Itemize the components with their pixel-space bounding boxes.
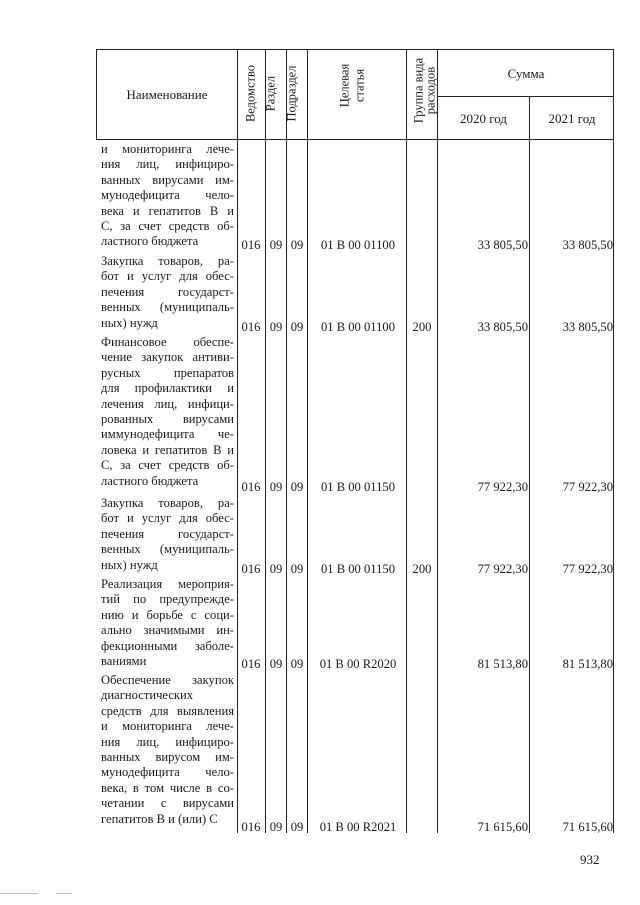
row-description (101, 577, 234, 669)
table-right-border (613, 49, 614, 833)
description-line: рованных вирусами (101, 412, 234, 427)
cell-razdel: 09 (269, 320, 283, 334)
description-line: гепатитов В и (или) С (101, 811, 218, 826)
page-number: 932 (580, 852, 600, 867)
row-description (101, 142, 234, 250)
description-line: бот и услуг для обес- (101, 511, 234, 526)
description-line: ния лиц, инфициро- (101, 734, 234, 749)
cell-vedomstvo: 016 (241, 320, 261, 334)
row-description (101, 335, 234, 489)
row-description (101, 496, 234, 573)
cell-podrazdel: 09 (290, 657, 304, 671)
cell-celevaya: 01 В 00 01150 (320, 480, 396, 494)
description-line: века, в том числе в со- (101, 780, 234, 795)
description-line: венных (муниципаль- (101, 542, 234, 557)
cell-sum-2020: 33 805,50 (477, 320, 528, 334)
description-line: ванных вирусом им- (101, 750, 234, 765)
description-line: Закупка товаров, ра- (101, 496, 234, 510)
header-vedomstvo: Ведомство (243, 64, 258, 123)
cell-celevaya: 01 В 00 01150 (320, 562, 396, 576)
col-border-name (237, 49, 238, 833)
description-line: тий по предупрежде- (101, 592, 234, 607)
cell-podrazdel: 09 (290, 320, 304, 334)
description-line: ластного бюджета (101, 473, 199, 488)
description-line: Обеспечение закупок (101, 673, 234, 687)
description-line: мунодефицита чело- (101, 765, 234, 780)
footer-mark (0, 893, 38, 894)
description-line: ния лиц, инфициро- (101, 157, 234, 172)
header-bottom-border (96, 139, 614, 140)
description-line: С, за счет средств об- (101, 458, 234, 473)
description-line: лечения лиц, инфици- (101, 396, 234, 411)
cell-vedomstvo: 016 (241, 657, 261, 671)
header-summa: Сумма (507, 66, 545, 81)
description-line: для профилактики и (101, 381, 234, 396)
description-line: мунодефицита чело- (101, 188, 234, 203)
description-line: ных) нужд (101, 315, 158, 330)
cell-podrazdel: 09 (290, 480, 304, 494)
col-border-razd (286, 49, 287, 833)
description-line: русных препаратов (101, 365, 234, 380)
description-line: ных) нужд (101, 557, 158, 572)
cell-razdel: 09 (269, 238, 283, 252)
cell-razdel: 09 (269, 820, 283, 834)
cell-sum-2020: 33 805,50 (477, 238, 528, 252)
description-line: фекционными заболе- (101, 638, 234, 653)
description-line: средств для выявления (101, 703, 234, 718)
col-border-ved (265, 49, 266, 833)
cell-gruppa: 200 (412, 562, 432, 576)
cell-sum-2021: 71 615,60 (562, 820, 613, 834)
description-line: бот и услуг для обес- (101, 269, 234, 284)
description-line: С, за счет средств об- (101, 219, 234, 234)
description-line: и мониторинга лече- (101, 719, 234, 734)
description-line: ванных вирусами им- (101, 172, 234, 187)
cell-podrazdel: 09 (290, 238, 304, 252)
cell-sum-2021: 77 922,30 (562, 480, 613, 494)
row-description (101, 673, 234, 827)
header-gruppa-line2: расходов (423, 66, 438, 115)
cell-podrazdel: 09 (290, 820, 304, 834)
header-name: Наименование (126, 87, 208, 102)
col-border-cel (406, 49, 407, 833)
cell-vedomstvo: 016 (241, 480, 261, 494)
header-celevaya-line1: Целевая (337, 63, 352, 108)
header-razdel: Раздел (263, 75, 278, 112)
description-line: диагностических (101, 688, 194, 703)
header-podrazdel: Подраздел (284, 65, 299, 122)
cell-sum-2021: 33 805,50 (562, 238, 613, 252)
description-line: венных (муниципаль- (101, 300, 234, 315)
description-line: чение закупок антиви- (101, 350, 234, 365)
footer-mark (56, 893, 72, 894)
summa-subheader-border (438, 96, 614, 97)
description-line: Закупка товаров, ра- (101, 254, 234, 268)
description-line: ально значимыми ин- (101, 623, 234, 638)
cell-sum-2020: 81 513,80 (477, 657, 528, 671)
col-border-podr (307, 49, 308, 833)
cell-podrazdel: 09 (290, 562, 304, 576)
cell-vedomstvo: 016 (241, 238, 261, 252)
col-border-2020 (529, 96, 530, 833)
cell-razdel: 09 (269, 480, 283, 494)
cell-sum-2021: 33 805,50 (562, 320, 613, 334)
cell-celevaya: 01 В 00 R2021 (319, 820, 397, 834)
cell-sum-2021: 77 922,30 (562, 562, 613, 576)
cell-vedomstvo: 016 (241, 820, 261, 834)
description-line: века и гепатитов В и (101, 203, 234, 218)
cell-razdel: 09 (269, 562, 283, 576)
description-line: Финансовое обеспе- (101, 335, 234, 349)
description-line: печения государст- (101, 284, 234, 299)
cell-vedomstvo: 016 (241, 562, 261, 576)
cell-sum-2020: 71 615,60 (477, 820, 528, 834)
header-celevaya-line2: статья (352, 68, 367, 103)
description-line: ваниями (101, 654, 147, 669)
description-line: ластного бюджета (101, 234, 199, 249)
header-year-2021: 2021 год (548, 111, 596, 126)
cell-sum-2020: 77 922,30 (477, 480, 528, 494)
cell-celevaya: 01 В 00 01100 (320, 238, 396, 252)
description-line: иммунодефицита че- (101, 427, 234, 442)
description-line: ловека и гепатитов В и (101, 442, 234, 457)
cell-sum-2020: 77 922,30 (477, 562, 528, 576)
description-line: печения государст- (101, 526, 234, 541)
header-year-2020: 2020 год (460, 111, 507, 126)
description-line: и мониторинга лече- (101, 142, 234, 156)
cell-sum-2021: 81 513,80 (562, 657, 613, 671)
description-line: нию и борьбе с соци- (101, 607, 234, 622)
description-line: Реализация мероприя- (101, 577, 234, 591)
description-line: четании с вирусами (101, 796, 234, 811)
header-gruppa-line1: Группа вида (411, 57, 426, 124)
cell-gruppa: 200 (412, 320, 432, 334)
cell-razdel: 09 (269, 657, 283, 671)
row-description (101, 254, 234, 331)
col-border-grp (437, 49, 438, 833)
cell-celevaya: 01 В 00 R2020 (319, 657, 397, 671)
cell-celevaya: 01 В 00 01100 (320, 320, 396, 334)
